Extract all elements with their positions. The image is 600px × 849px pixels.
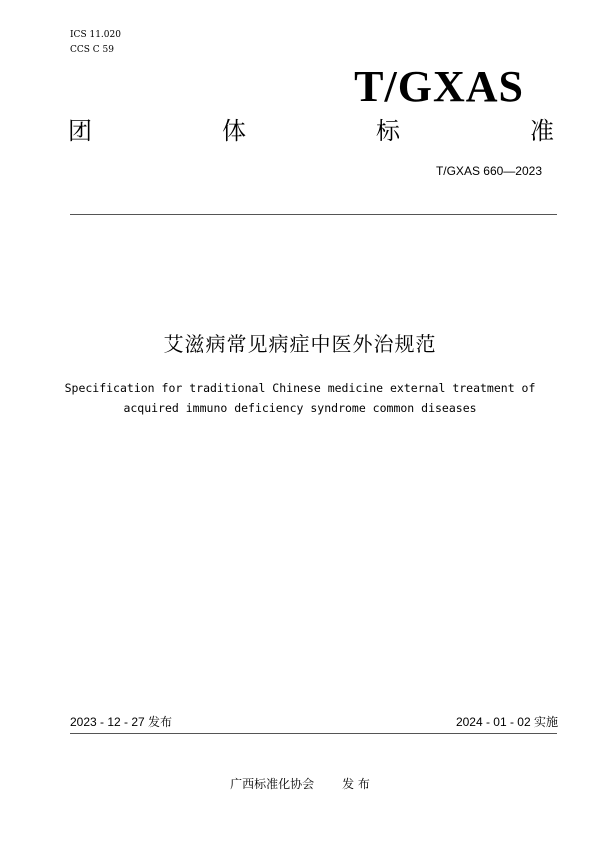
standard-type-char: 团: [68, 117, 92, 145]
footer-divider: [70, 733, 557, 734]
document-title-chinese: 艾滋病常见病症中医外治规范: [163, 332, 437, 356]
document-title-english: [0, 378, 600, 418]
ics-code: ICS 11.020: [70, 30, 121, 40]
ccs-code: CCS C 59: [70, 45, 114, 55]
implementation-date: 2024 - 01 - 02 实施: [455, 715, 558, 729]
publisher-line: [0, 776, 600, 792]
standard-type-char: 体: [222, 117, 246, 145]
english-title-line: acquired immuno deficiency syndrome common diseases: [123, 401, 477, 415]
standard-type: [68, 116, 554, 146]
standard-type-char: 准: [530, 117, 554, 145]
publisher-action: 发 布: [342, 777, 370, 791]
issue-date: 2023 - 12 - 27 发布: [70, 715, 173, 729]
english-title-line: Specification for traditional Chinese medicine external treatment of: [64, 381, 536, 395]
standard-number: T/GXAS 660—2023: [435, 164, 542, 178]
organization-mark: T/GXAS: [354, 62, 524, 111]
header-divider: [70, 214, 557, 215]
publisher-organization: 广西标准化协会: [230, 777, 315, 791]
standard-type-char: 标: [376, 117, 400, 145]
